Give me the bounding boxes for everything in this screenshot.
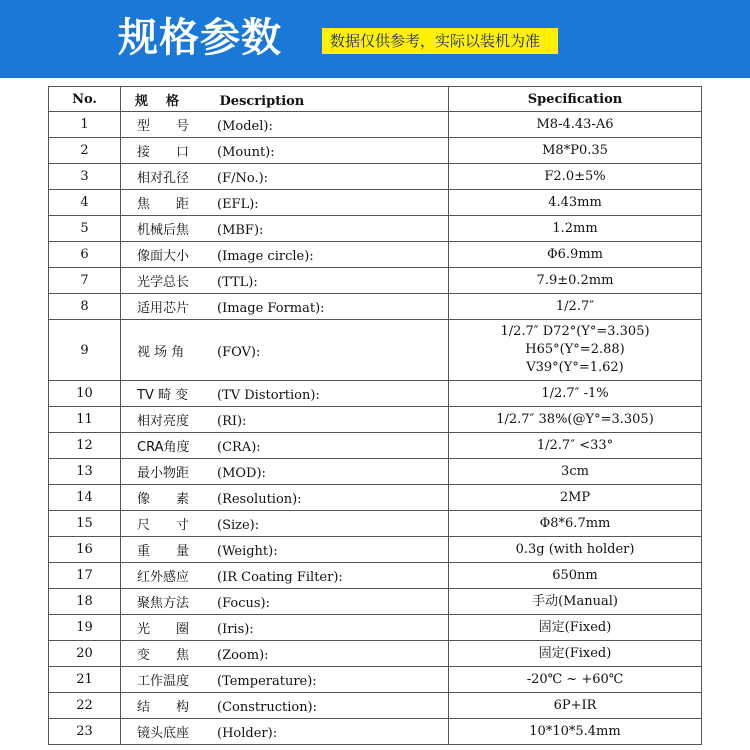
parameter-cell bbox=[121, 433, 449, 459]
parameter-name-en: (Focus): bbox=[217, 596, 270, 611]
specification-value: 0.3g (with holder) bbox=[515, 541, 635, 557]
specification-cell bbox=[449, 381, 702, 407]
header-description bbox=[121, 87, 449, 112]
specification-value: M8-4.43-A6 bbox=[536, 116, 614, 132]
disclaimer-note: 数据仅供参考，实际以装机为准 bbox=[322, 28, 558, 54]
header-description-en: Description bbox=[219, 93, 305, 109]
parameter-name-zh: 重 量 bbox=[137, 544, 190, 559]
table-row bbox=[49, 216, 702, 242]
row-number: 8 bbox=[49, 294, 121, 320]
row-number: 11 bbox=[49, 407, 121, 433]
specification-value: 650nm bbox=[552, 567, 598, 583]
specification-cell bbox=[449, 563, 702, 589]
parameter-name-en: (MBF): bbox=[217, 223, 264, 238]
parameter-cell bbox=[121, 615, 449, 641]
specification-value: -20℃ ~ +60℃ bbox=[526, 671, 624, 687]
table-row bbox=[49, 719, 702, 745]
parameter-name-zh: 型 号 bbox=[137, 119, 190, 134]
header-description-zh: 规格 bbox=[135, 93, 198, 109]
table-row bbox=[49, 563, 702, 589]
specification-value: 3cm bbox=[561, 463, 589, 479]
specification-value: 1/2.7″ -1% bbox=[541, 385, 609, 401]
specification-cell bbox=[449, 459, 702, 485]
specification-cell bbox=[449, 242, 702, 268]
specification-value: 手动(Manual) bbox=[532, 593, 618, 609]
table-row bbox=[49, 407, 702, 433]
specification-value: H65°(Y°=2.88) bbox=[525, 342, 625, 357]
table-row bbox=[49, 589, 702, 615]
parameter-name-zh: 结 构 bbox=[137, 700, 190, 715]
specification-value: 1/2.7″ 38%(@Y°=3.305) bbox=[496, 411, 654, 427]
table-row bbox=[49, 667, 702, 693]
table-row bbox=[49, 433, 702, 459]
table-row bbox=[49, 242, 702, 268]
specification-value: Φ6.9mm bbox=[547, 246, 603, 262]
row-number: 5 bbox=[49, 216, 121, 242]
row-number: 21 bbox=[49, 667, 121, 693]
row-number: 3 bbox=[49, 164, 121, 190]
specification-cell bbox=[449, 268, 702, 294]
table-row bbox=[49, 381, 702, 407]
parameter-name-zh: 光 圈 bbox=[137, 622, 190, 637]
parameter-cell bbox=[121, 112, 449, 138]
row-number: 16 bbox=[49, 537, 121, 563]
specification-value: 4.43mm bbox=[548, 194, 602, 210]
specification-value: 7.9±0.2mm bbox=[536, 272, 614, 288]
row-number: 22 bbox=[49, 693, 121, 719]
table-row bbox=[49, 485, 702, 511]
specification-value: 固定(Fixed) bbox=[538, 619, 612, 635]
specification-cell bbox=[449, 667, 702, 693]
parameter-name-en: (CRA): bbox=[217, 440, 261, 455]
table-row bbox=[49, 112, 702, 138]
row-number: 15 bbox=[49, 511, 121, 537]
specification-cell bbox=[449, 164, 702, 190]
parameter-name-zh: 变 焦 bbox=[137, 648, 190, 663]
specification-value: 1/2.7″ <33° bbox=[536, 437, 614, 453]
parameter-name-zh: 像面大小 bbox=[137, 249, 190, 264]
table-row bbox=[49, 615, 702, 641]
row-number: 7 bbox=[49, 268, 121, 294]
specification-value: 1.2mm bbox=[552, 220, 598, 236]
table-row bbox=[49, 511, 702, 537]
header-specification: Specification bbox=[449, 87, 702, 112]
specification-cell bbox=[449, 693, 702, 719]
parameter-name-en: (Image circle): bbox=[217, 249, 314, 264]
specification-value: Φ8*6.7mm bbox=[539, 515, 611, 531]
parameter-cell bbox=[121, 138, 449, 164]
row-number: 9 bbox=[49, 320, 121, 381]
parameter-name-zh: 工作温度 bbox=[137, 674, 190, 689]
parameter-cell bbox=[121, 641, 449, 667]
parameter-name-zh: 焦 距 bbox=[137, 197, 190, 212]
parameter-cell bbox=[121, 485, 449, 511]
row-number: 13 bbox=[49, 459, 121, 485]
specification-cell bbox=[449, 216, 702, 242]
parameter-cell bbox=[121, 667, 449, 693]
row-number: 4 bbox=[49, 190, 121, 216]
specification-value: 1/2.7″ bbox=[555, 298, 595, 314]
parameter-name-en: (Iris): bbox=[217, 622, 254, 637]
specification-cell bbox=[449, 190, 702, 216]
parameter-cell bbox=[121, 294, 449, 320]
parameter-name-en: (Mount): bbox=[217, 145, 275, 160]
specification-cell bbox=[449, 485, 702, 511]
parameter-name-zh: 相对孔径 bbox=[137, 171, 190, 186]
parameter-name-zh: 聚焦方法 bbox=[137, 596, 190, 611]
parameter-name-en: (EFL): bbox=[217, 197, 259, 212]
specification-value: V39°(Y°=1.62) bbox=[526, 360, 624, 375]
specification-value: F2.0±5% bbox=[544, 168, 606, 184]
specification-cell bbox=[449, 407, 702, 433]
parameter-cell bbox=[121, 164, 449, 190]
parameter-name-zh: 相对亮度 bbox=[137, 414, 190, 429]
parameter-cell bbox=[121, 268, 449, 294]
table-body bbox=[49, 112, 702, 745]
spec-table bbox=[48, 86, 702, 745]
specification-cell bbox=[449, 138, 702, 164]
parameter-name-en: (Zoom): bbox=[217, 648, 269, 663]
specification-cell bbox=[449, 433, 702, 459]
parameter-name-en: (IR Coating Filter): bbox=[217, 570, 343, 585]
parameter-name-en: (Temperature): bbox=[217, 674, 317, 689]
parameter-name-zh: 视 场 角 bbox=[137, 344, 185, 360]
parameter-name-zh: TV 畸 变 bbox=[137, 388, 189, 403]
specification-cell bbox=[449, 112, 702, 138]
parameter-name-zh: 光学总长 bbox=[137, 275, 190, 290]
table-row bbox=[49, 138, 702, 164]
parameter-name-en: (Weight): bbox=[217, 544, 278, 559]
table-row bbox=[49, 641, 702, 667]
specification-cell bbox=[449, 589, 702, 615]
parameter-cell bbox=[121, 511, 449, 537]
specification-cell bbox=[449, 294, 702, 320]
parameter-cell bbox=[121, 589, 449, 615]
table-row bbox=[49, 268, 702, 294]
parameter-cell bbox=[121, 190, 449, 216]
row-number: 19 bbox=[49, 615, 121, 641]
table-row bbox=[49, 459, 702, 485]
parameter-name-en: (TTL): bbox=[217, 275, 258, 290]
parameter-name-en: (F/No.): bbox=[217, 171, 269, 186]
table-header-row bbox=[49, 87, 702, 112]
specification-cell bbox=[449, 641, 702, 667]
specification-cell bbox=[449, 511, 702, 537]
specification-value: 10*10*5.4mm bbox=[529, 723, 621, 739]
row-number: 14 bbox=[49, 485, 121, 511]
parameter-name-zh: 机械后焦 bbox=[137, 223, 190, 238]
header-banner bbox=[0, 0, 750, 78]
page-title: 规格参数 bbox=[118, 15, 282, 61]
row-number: 12 bbox=[49, 433, 121, 459]
row-number: 10 bbox=[49, 381, 121, 407]
row-number: 2 bbox=[49, 138, 121, 164]
parameter-name-en: (FOV): bbox=[217, 344, 261, 360]
parameter-name-zh: 镜头底座 bbox=[137, 726, 190, 741]
parameter-cell bbox=[121, 407, 449, 433]
parameter-cell bbox=[121, 216, 449, 242]
specification-cell bbox=[449, 615, 702, 641]
row-number: 20 bbox=[49, 641, 121, 667]
parameter-cell bbox=[121, 719, 449, 745]
parameter-name-en: (Model): bbox=[217, 119, 273, 134]
parameter-name-en: (Image Format): bbox=[217, 301, 325, 316]
parameter-cell bbox=[121, 459, 449, 485]
row-number: 23 bbox=[49, 719, 121, 745]
specification-value: 1/2.7″ D72°(Y°=3.305) bbox=[500, 324, 650, 339]
parameter-cell bbox=[121, 242, 449, 268]
parameter-name-en: (TV Distortion): bbox=[217, 388, 320, 403]
parameter-name-zh: 最小物距 bbox=[137, 466, 190, 481]
parameter-cell bbox=[121, 693, 449, 719]
specification-cell bbox=[449, 537, 702, 563]
specification-value: 2MP bbox=[559, 489, 591, 505]
parameter-name-en: (Construction): bbox=[217, 700, 318, 715]
parameter-name-zh: CRA角度 bbox=[137, 440, 190, 455]
row-number: 18 bbox=[49, 589, 121, 615]
parameter-name-zh: 红外感应 bbox=[137, 570, 190, 585]
parameter-name-en: (MOD): bbox=[217, 466, 266, 481]
table-row bbox=[49, 190, 702, 216]
parameter-name-en: (Size): bbox=[217, 518, 260, 533]
parameter-cell bbox=[121, 320, 449, 381]
parameter-cell bbox=[121, 381, 449, 407]
table-row bbox=[49, 294, 702, 320]
parameter-name-zh: 适用芯片 bbox=[137, 301, 190, 316]
row-number: 6 bbox=[49, 242, 121, 268]
table-row bbox=[49, 537, 702, 563]
specification-value: 固定(Fixed) bbox=[538, 645, 612, 661]
table-row bbox=[49, 164, 702, 190]
specification-value: M8*P0.35 bbox=[542, 142, 608, 158]
specification-cell bbox=[449, 719, 702, 745]
header-no: No. bbox=[49, 87, 121, 112]
parameter-name-en: (Holder): bbox=[217, 726, 278, 741]
table-row bbox=[49, 693, 702, 719]
parameter-name-zh: 接 口 bbox=[137, 145, 190, 160]
specification-value: 6P+IR bbox=[553, 697, 597, 713]
row-number: 17 bbox=[49, 563, 121, 589]
parameter-cell bbox=[121, 537, 449, 563]
table-row bbox=[49, 320, 702, 381]
parameter-name-en: (Resolution): bbox=[217, 492, 302, 507]
row-number: 1 bbox=[49, 112, 121, 138]
specification-cell bbox=[449, 320, 702, 381]
parameter-name-zh: 像 素 bbox=[137, 492, 190, 507]
parameter-cell bbox=[121, 563, 449, 589]
parameter-name-zh: 尺 寸 bbox=[137, 518, 190, 533]
parameter-name-en: (RI): bbox=[217, 414, 247, 429]
